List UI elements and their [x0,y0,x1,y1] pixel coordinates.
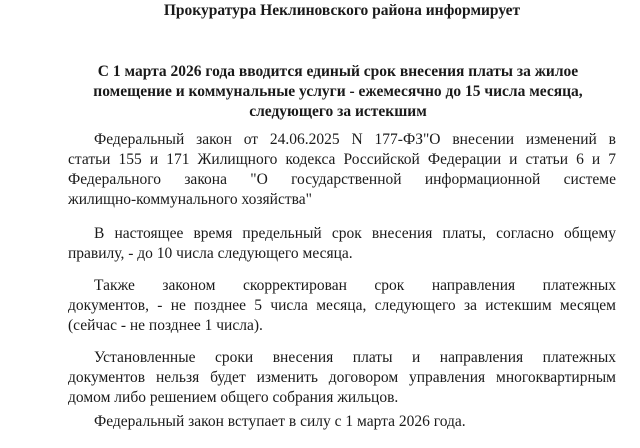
paragraph-cannot-change [68,348,616,408]
paragraph-line: правилу, - до 10 числа следующего месяца. [68,245,353,262]
paragraph-payment-documents [68,276,616,336]
paragraph-current-deadline [68,224,616,264]
paragraph-line: Федеральный закон от 24.06.2025 N 177-ФЗ"О внесении изменений в [94,131,616,148]
paragraph-line: Также законом скорректирован срок направления платежных [94,277,616,294]
paragraph-line: документов, - не позднее 5 числа месяца, следующего за истекшим месяцем [68,297,616,314]
paragraph-line: статьи 155 и 171 Жилищного кодекса Российской Федерации и статьи 6 и 7 [68,151,616,168]
headline-line: помещение и коммунальные услуги - ежемесячно до 15 числа месяца, [93,83,583,100]
headline-line: следующего за истекшим [249,103,427,120]
paragraph-line: В настоящее время предельный срок внесения платы, согласно общему [94,225,616,242]
headline-line: С 1 марта 2026 года вводится единый срок внесения платы за жилое [97,63,579,80]
paragraph-line: Федеральный закон вступает в силу с 1 марта 2026 года. [94,413,466,430]
document-header: Прокуратура Неклиновского района информирует [163,2,521,19]
paragraph-line: Федерального закона "О государственной информационной системе [68,171,616,188]
paragraph-line: Установленные сроки внесения платы и направления платежных [94,349,616,366]
paragraph-line: (сейчас - не позднее 1 числа). [68,317,263,334]
paragraph-law-reference [68,130,616,210]
paragraph-line: жилищно-коммунального хозяйства" [68,191,312,208]
document-headline [56,62,620,122]
paragraph-effective-date [68,412,616,432]
paragraph-line: документов нельзя будет изменить договором управления многоквартирным [68,369,616,386]
paragraph-line: домом либо решением общего собрания жильцов. [68,389,399,406]
